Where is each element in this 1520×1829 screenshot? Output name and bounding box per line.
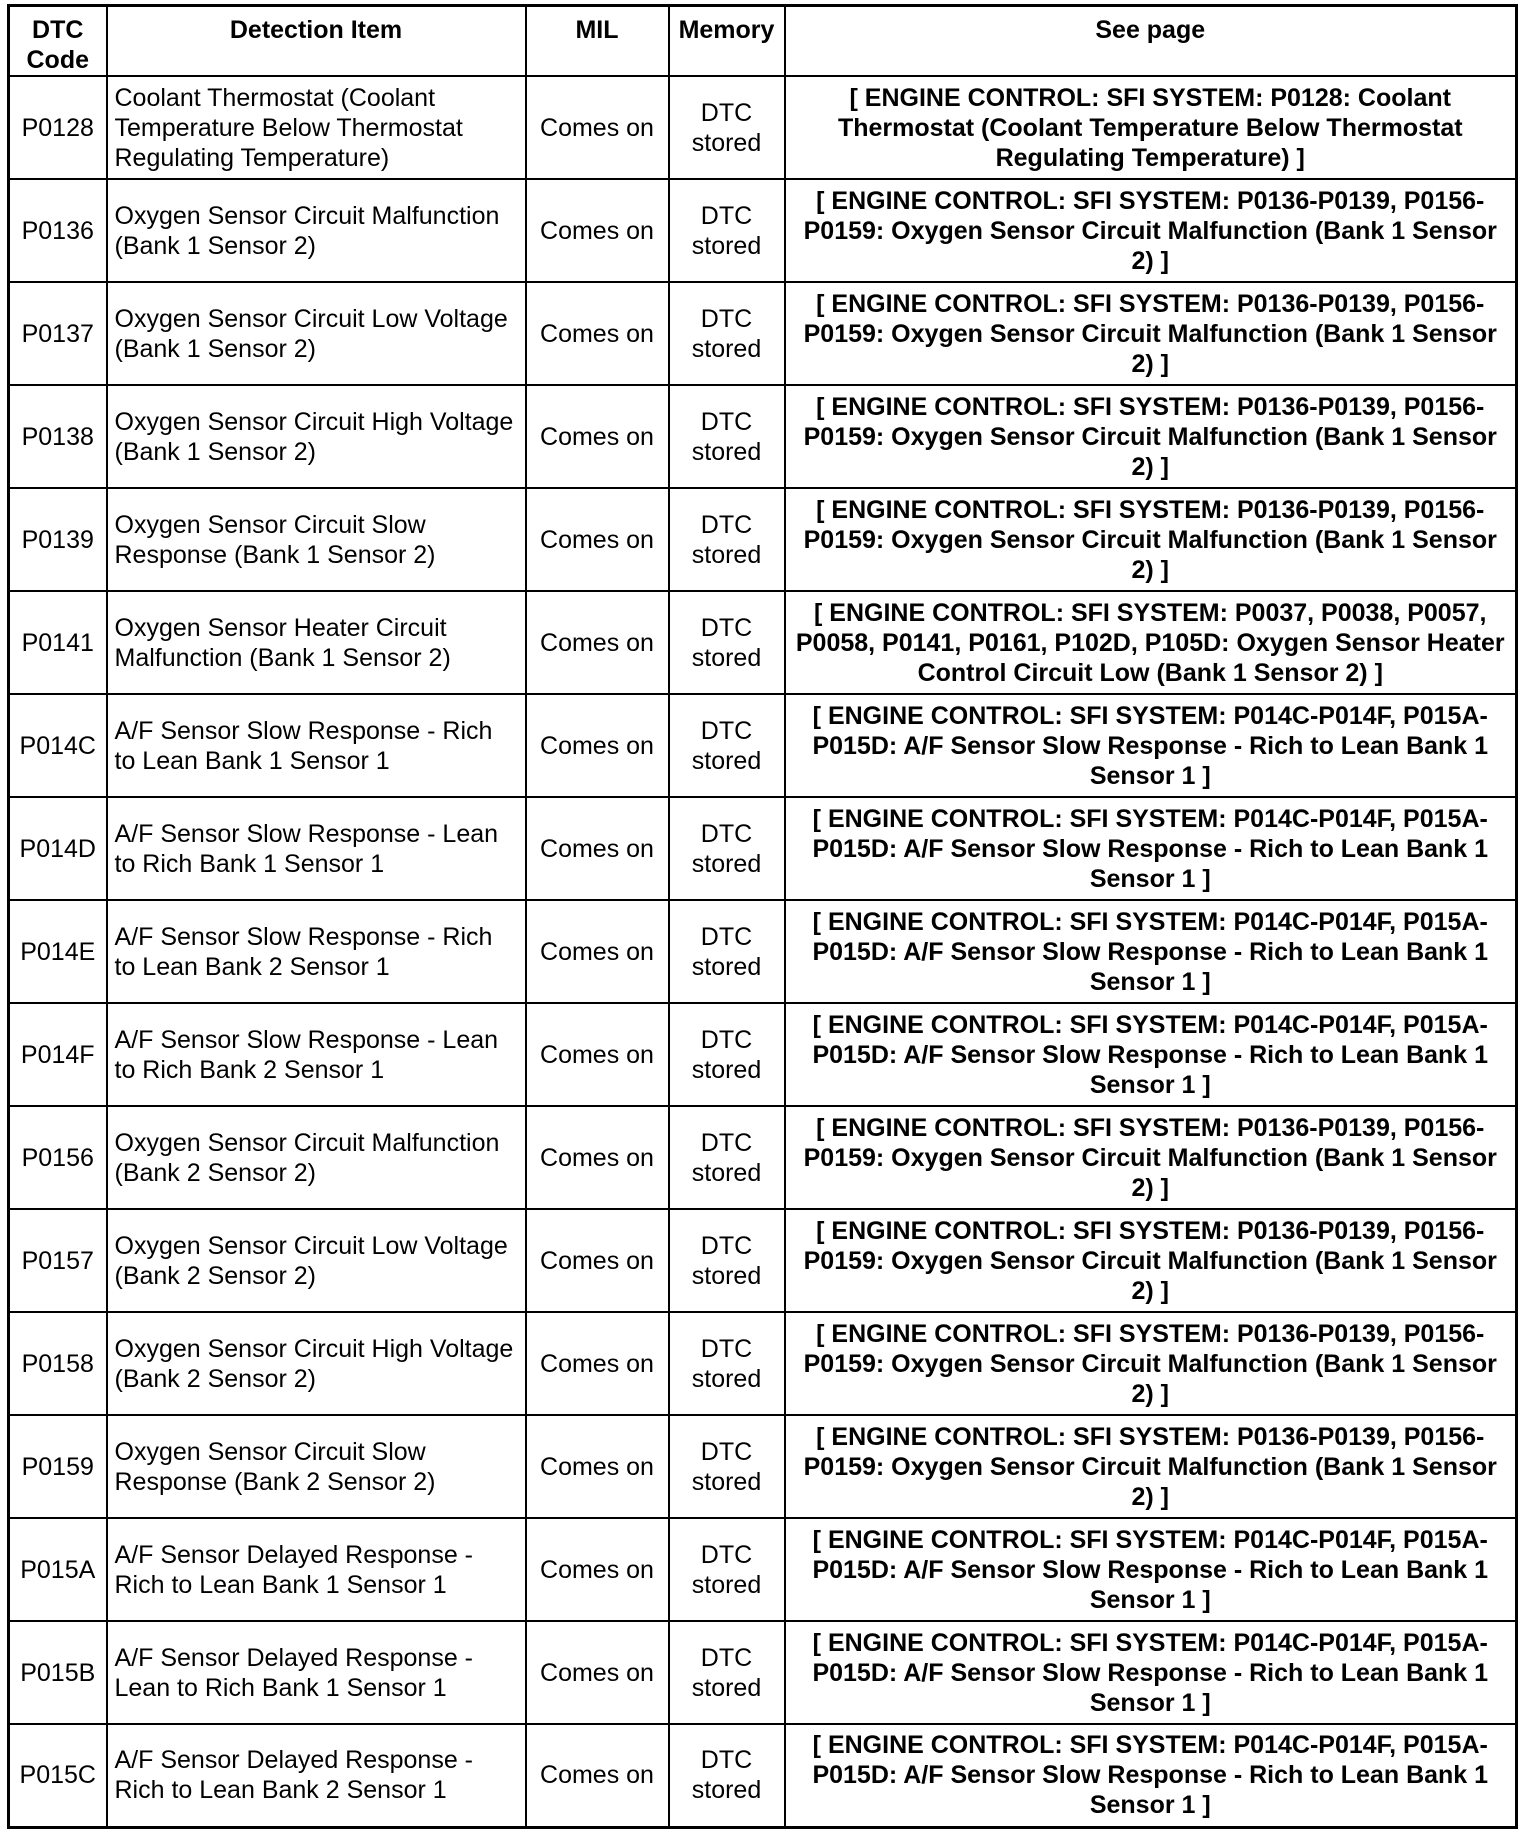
- memory-cell: DTC stored: [669, 282, 785, 385]
- memory-cell: DTC stored: [669, 488, 785, 591]
- mil-cell: Comes on: [526, 900, 669, 1003]
- mil-cell: Comes on: [526, 1106, 669, 1209]
- dtc-code-cell: P0136: [9, 179, 107, 282]
- mil-cell: Comes on: [526, 1724, 669, 1827]
- mil-cell: Comes on: [526, 179, 669, 282]
- memory-cell: DTC stored: [669, 1312, 785, 1415]
- mil-cell: Comes on: [526, 1518, 669, 1621]
- table-row: [9, 1724, 1517, 1827]
- memory-cell: DTC stored: [669, 1003, 785, 1106]
- table-row: [9, 488, 1517, 591]
- see-page-link[interactable]: [ ENGINE CONTROL: SFI SYSTEM: P014C-P014F, P015A-P015D: A/F Sensor Slow Response - Rich to Lean Bank 1 Sensor 1 ]: [785, 1724, 1517, 1827]
- dtc-code-cell: P014C: [9, 694, 107, 797]
- dtc-table-header: [9, 6, 1517, 77]
- memory-cell: DTC stored: [669, 591, 785, 694]
- table-row: [9, 282, 1517, 385]
- memory-cell: DTC stored: [669, 694, 785, 797]
- see-page-link[interactable]: [ ENGINE CONTROL: SFI SYSTEM: P0136-P0139, P0156-P0159: Oxygen Sensor Circuit Malfunction (Bank 1 Sensor 2) ]: [785, 1312, 1517, 1415]
- mil-cell: Comes on: [526, 591, 669, 694]
- mil-cell: Comes on: [526, 76, 669, 179]
- detection-item-cell: Oxygen Sensor Circuit Slow Response (Bank 1 Sensor 2): [107, 488, 526, 591]
- table-row: [9, 1415, 1517, 1518]
- table-row: [9, 1312, 1517, 1415]
- memory-cell: DTC stored: [669, 385, 785, 488]
- mil-cell: Comes on: [526, 694, 669, 797]
- dtc-code-cell: P0138: [9, 385, 107, 488]
- header-dtc-code: DTC Code: [9, 6, 107, 77]
- see-page-link[interactable]: [ ENGINE CONTROL: SFI SYSTEM: P0136-P0139, P0156-P0159: Oxygen Sensor Circuit Malfunction (Bank 1 Sensor 2) ]: [785, 385, 1517, 488]
- table-row: [9, 1003, 1517, 1106]
- header-mil: MIL: [526, 6, 669, 77]
- mil-cell: Comes on: [526, 1209, 669, 1312]
- see-page-link[interactable]: [ ENGINE CONTROL: SFI SYSTEM: P014C-P014F, P015A-P015D: A/F Sensor Slow Response - Rich to Lean Bank 1 Sensor 1 ]: [785, 1518, 1517, 1621]
- dtc-code-cell: P0156: [9, 1106, 107, 1209]
- detection-item-cell: Oxygen Sensor Circuit Low Voltage (Bank 1 Sensor 2): [107, 282, 526, 385]
- memory-cell: DTC stored: [669, 1209, 785, 1312]
- dtc-code-cell: P014D: [9, 797, 107, 900]
- see-page-link[interactable]: [ ENGINE CONTROL: SFI SYSTEM: P014C-P014F, P015A-P015D: A/F Sensor Slow Response - Rich to Lean Bank 1 Sensor 1 ]: [785, 694, 1517, 797]
- see-page-link[interactable]: [ ENGINE CONTROL: SFI SYSTEM: P014C-P014F, P015A-P015D: A/F Sensor Slow Response - Rich to Lean Bank 1 Sensor 1 ]: [785, 1003, 1517, 1106]
- dtc-code-cell: P014E: [9, 900, 107, 1003]
- dtc-code-cell: P0139: [9, 488, 107, 591]
- detection-item-cell: Oxygen Sensor Circuit High Voltage (Bank 2 Sensor 2): [107, 1312, 526, 1415]
- table-row: [9, 1209, 1517, 1312]
- see-page-link[interactable]: [ ENGINE CONTROL: SFI SYSTEM: P014C-P014F, P015A-P015D: A/F Sensor Slow Response - Rich to Lean Bank 1 Sensor 1 ]: [785, 1621, 1517, 1724]
- detection-item-cell: A/F Sensor Delayed Response - Lean to Rich Bank 1 Sensor 1: [107, 1621, 526, 1724]
- dtc-code-cell: P015C: [9, 1724, 107, 1827]
- detection-item-cell: A/F Sensor Slow Response - Rich to Lean Bank 1 Sensor 1: [107, 694, 526, 797]
- mil-cell: Comes on: [526, 1003, 669, 1106]
- dtc-table: [7, 4, 1518, 1829]
- dtc-code-cell: P0137: [9, 282, 107, 385]
- detection-item-cell: Oxygen Sensor Circuit Slow Response (Bank 2 Sensor 2): [107, 1415, 526, 1518]
- see-page-link[interactable]: [ ENGINE CONTROL: SFI SYSTEM: P0136-P0139, P0156-P0159: Oxygen Sensor Circuit Malfunction (Bank 1 Sensor 2) ]: [785, 1415, 1517, 1518]
- see-page-link[interactable]: [ ENGINE CONTROL: SFI SYSTEM: P0136-P0139, P0156-P0159: Oxygen Sensor Circuit Malfunction (Bank 1 Sensor 2) ]: [785, 488, 1517, 591]
- header-see-page: See page: [785, 6, 1517, 77]
- detection-item-cell: A/F Sensor Slow Response - Lean to Rich Bank 2 Sensor 1: [107, 1003, 526, 1106]
- mil-cell: Comes on: [526, 1415, 669, 1518]
- detection-item-cell: Oxygen Sensor Circuit High Voltage (Bank 1 Sensor 2): [107, 385, 526, 488]
- memory-cell: DTC stored: [669, 900, 785, 1003]
- header-memory: Memory: [669, 6, 785, 77]
- memory-cell: DTC stored: [669, 1415, 785, 1518]
- dtc-code-cell: P015A: [9, 1518, 107, 1621]
- see-page-link[interactable]: [ ENGINE CONTROL: SFI SYSTEM: P0037, P0038, P0057, P0058, P0141, P0161, P102D, P105D: Oxygen Sensor Heater Control Circuit Low (Bank 1 Sensor 2) ]: [785, 591, 1517, 694]
- header-row: [9, 6, 1517, 77]
- detection-item-cell: A/F Sensor Delayed Response - Rich to Lean Bank 2 Sensor 1: [107, 1724, 526, 1827]
- detection-item-cell: A/F Sensor Delayed Response - Rich to Lean Bank 1 Sensor 1: [107, 1518, 526, 1621]
- table-row: [9, 900, 1517, 1003]
- see-page-link[interactable]: [ ENGINE CONTROL: SFI SYSTEM: P014C-P014F, P015A-P015D: A/F Sensor Slow Response - Rich to Lean Bank 1 Sensor 1 ]: [785, 797, 1517, 900]
- table-row: [9, 694, 1517, 797]
- detection-item-cell: Oxygen Sensor Circuit Malfunction (Bank 1 Sensor 2): [107, 179, 526, 282]
- dtc-code-cell: P0128: [9, 76, 107, 179]
- see-page-link[interactable]: [ ENGINE CONTROL: SFI SYSTEM: P014C-P014F, P015A-P015D: A/F Sensor Slow Response - Rich to Lean Bank 1 Sensor 1 ]: [785, 900, 1517, 1003]
- detection-item-cell: Coolant Thermostat (Coolant Temperature Below Thermostat Regulating Temperature): [107, 76, 526, 179]
- table-row: [9, 1621, 1517, 1724]
- see-page-link[interactable]: [ ENGINE CONTROL: SFI SYSTEM: P0136-P0139, P0156-P0159: Oxygen Sensor Circuit Malfunction (Bank 1 Sensor 2) ]: [785, 1209, 1517, 1312]
- mil-cell: Comes on: [526, 385, 669, 488]
- memory-cell: DTC stored: [669, 1106, 785, 1209]
- dtc-code-cell: P0141: [9, 591, 107, 694]
- see-page-link[interactable]: [ ENGINE CONTROL: SFI SYSTEM: P0136-P0139, P0156-P0159: Oxygen Sensor Circuit Malfunction (Bank 1 Sensor 2) ]: [785, 282, 1517, 385]
- mil-cell: Comes on: [526, 282, 669, 385]
- see-page-link[interactable]: [ ENGINE CONTROL: SFI SYSTEM: P0136-P0139, P0156-P0159: Oxygen Sensor Circuit Malfunction (Bank 1 Sensor 2) ]: [785, 179, 1517, 282]
- table-row: [9, 1106, 1517, 1209]
- mil-cell: Comes on: [526, 488, 669, 591]
- table-row: [9, 385, 1517, 488]
- dtc-code-cell: P0158: [9, 1312, 107, 1415]
- memory-cell: DTC stored: [669, 76, 785, 179]
- dtc-code-cell: P014F: [9, 1003, 107, 1106]
- see-page-link[interactable]: [ ENGINE CONTROL: SFI SYSTEM: P0128: Coolant Thermostat (Coolant Temperature Below Thermostat Regulating Temperature) ]: [785, 76, 1517, 179]
- table-row: [9, 591, 1517, 694]
- memory-cell: DTC stored: [669, 1621, 785, 1724]
- dtc-code-cell: P0159: [9, 1415, 107, 1518]
- detection-item-cell: Oxygen Sensor Circuit Low Voltage (Bank 2 Sensor 2): [107, 1209, 526, 1312]
- memory-cell: DTC stored: [669, 1518, 785, 1621]
- dtc-table-body: [9, 76, 1517, 1827]
- header-detection-item: Detection Item: [107, 6, 526, 77]
- table-row: [9, 179, 1517, 282]
- dtc-table-container: [7, 4, 1515, 1829]
- dtc-code-cell: P0157: [9, 1209, 107, 1312]
- detection-item-cell: Oxygen Sensor Heater Circuit Malfunction (Bank 1 Sensor 2): [107, 591, 526, 694]
- memory-cell: DTC stored: [669, 179, 785, 282]
- dtc-code-cell: P015B: [9, 1621, 107, 1724]
- see-page-link[interactable]: [ ENGINE CONTROL: SFI SYSTEM: P0136-P0139, P0156-P0159: Oxygen Sensor Circuit Malfunction (Bank 1 Sensor 2) ]: [785, 1106, 1517, 1209]
- detection-item-cell: Oxygen Sensor Circuit Malfunction (Bank 2 Sensor 2): [107, 1106, 526, 1209]
- table-row: [9, 797, 1517, 900]
- memory-cell: DTC stored: [669, 1724, 785, 1827]
- mil-cell: Comes on: [526, 1621, 669, 1724]
- memory-cell: DTC stored: [669, 797, 785, 900]
- detection-item-cell: A/F Sensor Slow Response - Lean to Rich Bank 1 Sensor 1: [107, 797, 526, 900]
- table-row: [9, 1518, 1517, 1621]
- mil-cell: Comes on: [526, 1312, 669, 1415]
- mil-cell: Comes on: [526, 797, 669, 900]
- detection-item-cell: A/F Sensor Slow Response - Rich to Lean Bank 2 Sensor 1: [107, 900, 526, 1003]
- table-row: [9, 76, 1517, 179]
